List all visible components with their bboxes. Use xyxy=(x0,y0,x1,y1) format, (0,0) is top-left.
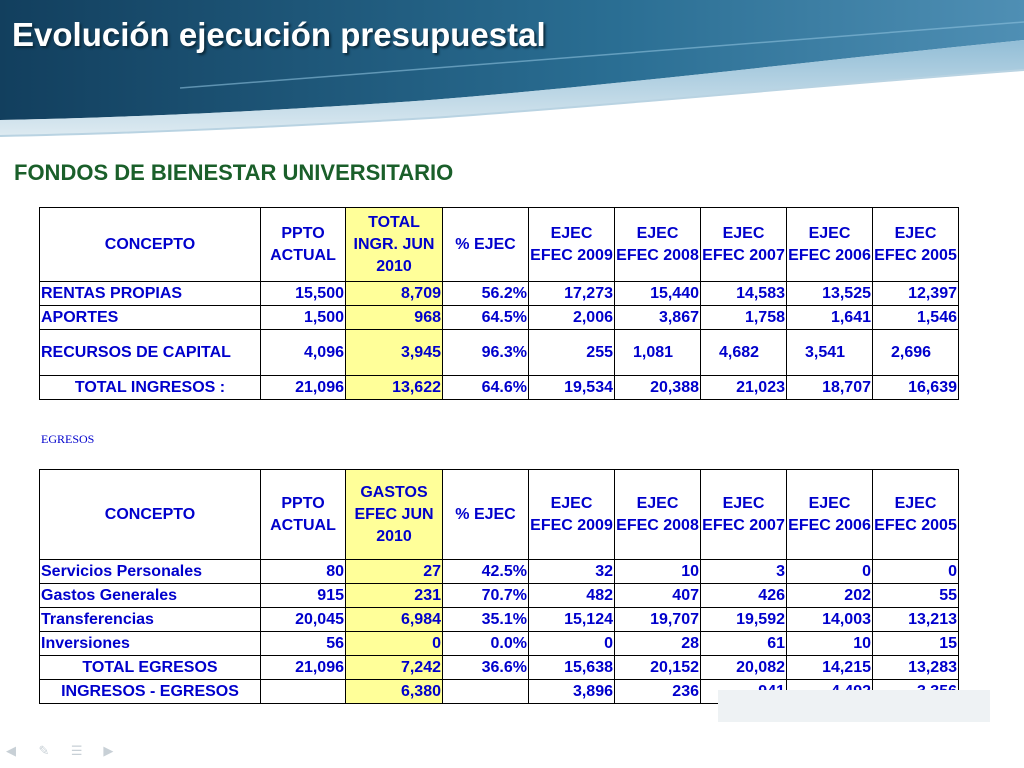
table-cell: 13,525 xyxy=(787,282,873,306)
slide-navigation xyxy=(6,742,131,762)
column-header: PPTO ACTUAL xyxy=(261,470,346,560)
table-row xyxy=(40,584,959,608)
table-cell: 1,500 xyxy=(261,306,346,330)
column-header: GASTOS EFEC JUN 2010 xyxy=(346,470,443,560)
table-cell: 255 xyxy=(529,330,615,376)
table-cell: 10 xyxy=(615,560,701,584)
table-cell xyxy=(443,680,529,704)
table-cell: 55 xyxy=(873,584,959,608)
row-label: RENTAS PROPIAS xyxy=(40,282,261,306)
table-cell: 1,758 xyxy=(701,306,787,330)
table-cell: 0 xyxy=(346,632,443,656)
table-cell: 6,984 xyxy=(346,608,443,632)
row-label: Transferencias xyxy=(40,608,261,632)
column-header: % EJEC xyxy=(443,470,529,560)
table-row xyxy=(40,560,959,584)
row-label: TOTAL EGRESOS xyxy=(40,656,261,680)
table-cell: 915 xyxy=(261,584,346,608)
table-cell: 3,867 xyxy=(615,306,701,330)
table-cell: 1,641 xyxy=(787,306,873,330)
table-cell: 19,534 xyxy=(529,376,615,400)
table-cell: 13,283 xyxy=(873,656,959,680)
table-cell: 8,709 xyxy=(346,282,443,306)
table-cell: 56 xyxy=(261,632,346,656)
table-cell: 64.6% xyxy=(443,376,529,400)
table-cell: 202 xyxy=(787,584,873,608)
table-cell: 56.2% xyxy=(443,282,529,306)
column-header: EJEC EFEC 2009 xyxy=(529,208,615,282)
table-cell: 19,592 xyxy=(701,608,787,632)
ingresos-table xyxy=(39,207,959,400)
table-total-row xyxy=(40,376,959,400)
table-cell: 16,639 xyxy=(873,376,959,400)
table-row xyxy=(40,632,959,656)
table-cell: 10 xyxy=(787,632,873,656)
table-total-row xyxy=(40,656,959,680)
table-cell: 18,707 xyxy=(787,376,873,400)
table-cell: 28 xyxy=(615,632,701,656)
table-cell: 70.7% xyxy=(443,584,529,608)
table-cell: 15,638 xyxy=(529,656,615,680)
column-header: EJEC EFEC 2008 xyxy=(615,208,701,282)
decorative-shadow xyxy=(718,690,990,722)
table-cell: 36.6% xyxy=(443,656,529,680)
column-header: PPTO ACTUAL xyxy=(261,208,346,282)
column-header: EJEC EFEC 2006 xyxy=(787,208,873,282)
table-cell: 7,242 xyxy=(346,656,443,680)
table-cell: 6,380 xyxy=(346,680,443,704)
table-header-row xyxy=(40,470,959,560)
menu-icon[interactable]: ☰ xyxy=(70,744,83,759)
table-cell: 15,124 xyxy=(529,608,615,632)
table-cell: 15,440 xyxy=(615,282,701,306)
arrow-left-icon[interactable]: ◀ xyxy=(6,744,16,759)
table-cell: 0.0% xyxy=(443,632,529,656)
column-header: EJEC EFEC 2005 xyxy=(873,470,959,560)
row-label: Inversiones xyxy=(40,632,261,656)
egresos-label: EGRESOS xyxy=(41,432,95,446)
table-cell: 19,707 xyxy=(615,608,701,632)
column-header: EJEC EFEC 2005 xyxy=(873,208,959,282)
column-header: EJEC EFEC 2009 xyxy=(529,470,615,560)
column-header: EJEC EFEC 2007 xyxy=(701,208,787,282)
table-cell: 968 xyxy=(346,306,443,330)
table-cell: 426 xyxy=(701,584,787,608)
column-header: CONCEPTO xyxy=(40,470,261,560)
table-cell: 231 xyxy=(346,584,443,608)
slide-title: Evolución ejecución presupuestal xyxy=(12,16,546,53)
table-cell: 4,682 xyxy=(701,330,787,376)
column-header: TOTAL INGR. JUN 2010 xyxy=(346,208,443,282)
table-header-row xyxy=(40,208,959,282)
table-row xyxy=(40,282,959,306)
row-label: TOTAL INGRESOS : xyxy=(40,376,261,400)
table-cell: 15,500 xyxy=(261,282,346,306)
table-cell: 20,388 xyxy=(615,376,701,400)
row-label: Gastos Generales xyxy=(40,584,261,608)
table-cell: 2,696 xyxy=(873,330,959,376)
table-cell xyxy=(261,680,346,704)
table-cell: 61 xyxy=(701,632,787,656)
column-header: EJEC EFEC 2008 xyxy=(615,470,701,560)
table-cell: 2,006 xyxy=(529,306,615,330)
table-cell: 21,096 xyxy=(261,376,346,400)
table-cell: 3,945 xyxy=(346,330,443,376)
table-cell: 96.3% xyxy=(443,330,529,376)
table-cell: 32 xyxy=(529,560,615,584)
table-cell: 42.5% xyxy=(443,560,529,584)
table-cell: 407 xyxy=(615,584,701,608)
table-cell: 20,152 xyxy=(615,656,701,680)
slide-subtitle: FONDOS DE BIENESTAR UNIVERSITARIO xyxy=(14,160,454,185)
table-cell: 0 xyxy=(873,560,959,584)
table-cell: 3,896 xyxy=(529,680,615,704)
table-cell: 21,023 xyxy=(701,376,787,400)
table-cell: 13,213 xyxy=(873,608,959,632)
table-cell: 13,622 xyxy=(346,376,443,400)
table-cell: 3,541 xyxy=(787,330,873,376)
egresos-table xyxy=(39,469,959,704)
row-label: INGRESOS - EGRESOS xyxy=(40,680,261,704)
table-cell: 1,081 xyxy=(615,330,701,376)
table-cell: 14,583 xyxy=(701,282,787,306)
table-cell: 482 xyxy=(529,584,615,608)
table-cell: 1,546 xyxy=(873,306,959,330)
row-label: APORTES xyxy=(40,306,261,330)
table-cell: 17,273 xyxy=(529,282,615,306)
column-header: EJEC EFEC 2007 xyxy=(701,470,787,560)
table-row xyxy=(40,306,959,330)
table-cell: 80 xyxy=(261,560,346,584)
table-cell: 64.5% xyxy=(443,306,529,330)
table-cell: 20,082 xyxy=(701,656,787,680)
table-cell: 14,003 xyxy=(787,608,873,632)
table-cell: 0 xyxy=(529,632,615,656)
table-cell: 4,096 xyxy=(261,330,346,376)
row-label: RECURSOS DE CAPITAL xyxy=(40,330,261,376)
row-label: Servicios Personales xyxy=(40,560,261,584)
column-header: CONCEPTO xyxy=(40,208,261,282)
pen-icon[interactable]: ✎ xyxy=(38,744,50,759)
arrow-right-icon[interactable]: ▶ xyxy=(103,744,114,759)
column-header: EJEC EFEC 2006 xyxy=(787,470,873,560)
column-header: % EJEC xyxy=(443,208,529,282)
table-cell: 20,045 xyxy=(261,608,346,632)
table-cell: 35.1% xyxy=(443,608,529,632)
table-row xyxy=(40,608,959,632)
table-cell: 3 xyxy=(701,560,787,584)
table-cell: 14,215 xyxy=(787,656,873,680)
table-cell: 0 xyxy=(787,560,873,584)
table-cell: 236 xyxy=(615,680,701,704)
table-cell: 27 xyxy=(346,560,443,584)
table-row xyxy=(40,330,959,376)
table-cell: 12,397 xyxy=(873,282,959,306)
table-cell: 21,096 xyxy=(261,656,346,680)
table-cell: 15 xyxy=(873,632,959,656)
